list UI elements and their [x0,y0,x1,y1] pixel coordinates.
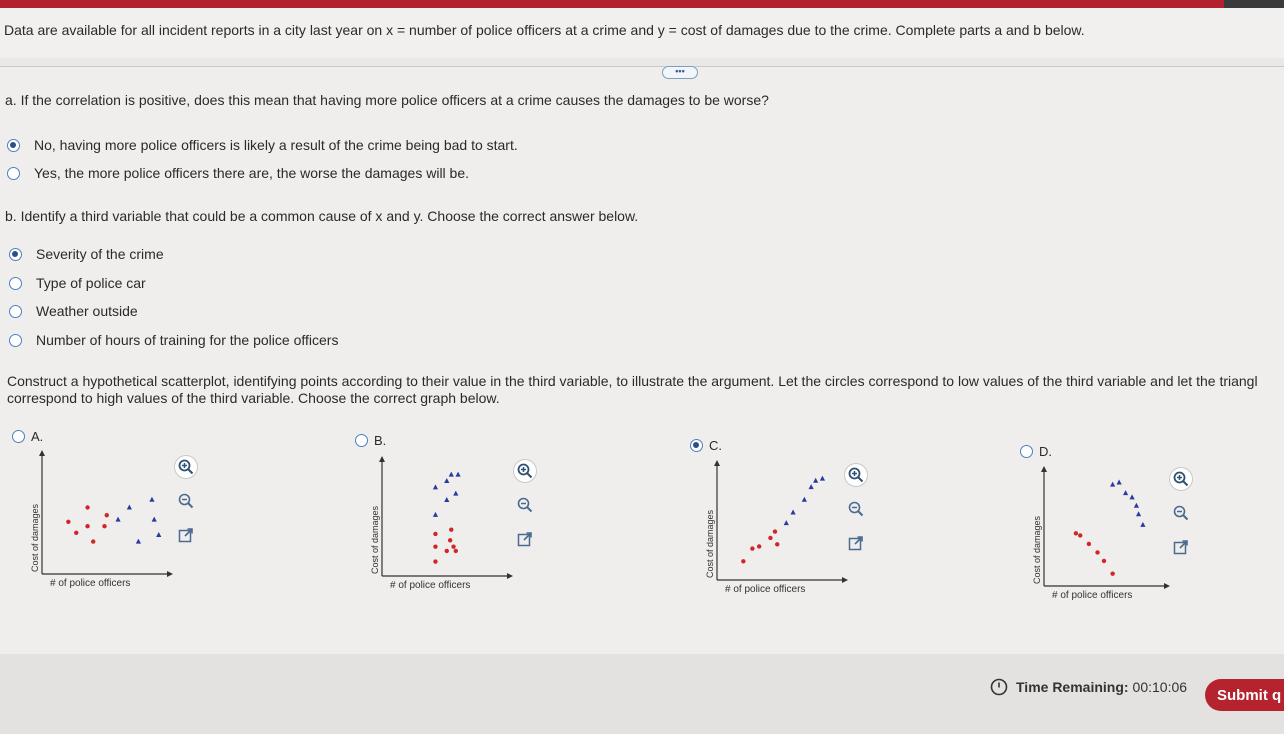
circle-point [741,559,745,563]
circle-point [85,505,89,509]
circle-point [433,544,437,548]
part-a-option-2[interactable] [7,165,469,181]
y-axis-arrow [714,460,720,466]
zoom-in-icon[interactable] [514,460,536,482]
triangle-point [1110,482,1115,487]
zoom-in-icon[interactable] [845,464,867,486]
triangle-point [149,497,154,502]
question-header [0,8,1284,58]
circle-point [1102,559,1106,563]
radio-button-selected[interactable] [7,139,20,152]
y-axis-arrow [1041,466,1047,472]
triangle-point [809,484,814,489]
circle-point [1087,542,1091,546]
part-b-option-3[interactable] [9,303,138,319]
graph-c-tools [845,464,873,566]
triangle-point [802,497,807,502]
triangle-point [444,478,449,483]
x-axis-label: # of police officers [390,580,471,591]
open-new-window-icon[interactable] [175,524,197,546]
x-axis-arrow [507,573,513,579]
open-new-window-icon[interactable] [845,532,867,554]
y-axis-arrow [379,456,385,462]
triangle-point [1117,479,1122,484]
triangle-point [156,532,161,537]
choice-label: D. [1039,444,1052,459]
zoom-out-icon[interactable] [514,494,536,516]
scatterplot-a [28,450,173,590]
y-axis-label: Cost of damages [30,503,40,572]
choice-label: A. [31,429,44,444]
part-a-question: a. If the correlation is positive, does this mean that having more police officers at a crime causes the damages to be worse? [5,92,769,108]
part-a-option-1[interactable] [7,137,518,153]
triangle-point [433,484,438,489]
y-axis-label: Cost of damages [705,509,715,578]
circle-point [454,549,458,553]
radio-button[interactable] [9,305,22,318]
triangle-point [1134,503,1139,508]
radio-button[interactable] [355,434,368,447]
scatterplot-c [703,460,848,596]
graph-choice-d[interactable] [1020,444,1052,459]
circle-point [449,528,453,532]
triangle-point [820,476,825,481]
circle-point [1095,550,1099,554]
option-label: Yes, the more police officers there are, the worse the damages will be. [34,165,470,181]
zoom-in-icon[interactable] [175,456,197,478]
top-bar-corner [1224,0,1284,8]
graph-a-tools [175,456,203,558]
triangle-point [444,497,449,502]
y-axis-label: Cost of damages [1032,515,1042,584]
choice-label: B. [374,433,387,448]
triangle-point [433,512,438,517]
circle-point [66,520,70,524]
graph-choice-b[interactable] [355,433,386,448]
x-axis-arrow [167,571,173,577]
triangle-point [127,505,132,510]
construct-line-2: correspond to high values of the third variable. Choose the correct graph below. [7,390,500,406]
circle-point [433,559,437,563]
time-remaining-value: 00:10:06 [1132,679,1188,695]
zoom-out-icon[interactable] [175,490,197,512]
radio-button[interactable] [1020,445,1033,458]
time-remaining [990,678,1187,696]
zoom-out-icon[interactable] [1170,502,1192,524]
construct-instructions [7,373,1284,407]
circle-point [74,531,78,535]
triangle-point [813,478,818,483]
radio-button-selected[interactable] [9,248,22,261]
option-label: Number of hours of training for the police officers [36,332,339,348]
circle-point [775,542,779,546]
circle-point [757,544,761,548]
part-b-option-4[interactable] [9,332,338,348]
graph-d-tools [1170,468,1198,570]
circle-point [750,546,754,550]
x-axis-label: # of police officers [1052,590,1133,601]
circle-point [91,539,95,543]
circle-point [768,536,772,540]
zoom-out-icon[interactable] [845,498,867,520]
open-new-window-icon[interactable] [1170,536,1192,558]
top-brand-bar [0,0,1284,8]
circle-point [85,524,89,528]
triangle-point [1129,494,1134,499]
triangle-point [453,491,458,496]
circle-point [1110,571,1114,575]
triangle-point [136,539,141,544]
option-label: Severity of the crime [36,246,164,262]
circle-point [1074,531,1078,535]
triangle-point [455,472,460,477]
circle-point [102,524,106,528]
x-axis-arrow [842,577,848,583]
option-label: No, having more police officers is likely a result of the crime being bad to start. [34,137,518,153]
circle-point [433,532,437,536]
triangle-point [790,510,795,515]
y-axis-label: Cost of damages [370,505,380,574]
circle-point [1078,533,1082,537]
triangle-point [152,517,157,522]
circle-point [451,544,455,548]
x-axis-arrow [1164,583,1170,589]
radio-button[interactable] [12,430,25,443]
choice-label: C. [709,438,722,453]
circle-point [448,538,452,542]
radio-button[interactable] [9,334,22,347]
graph-choice-a[interactable] [12,429,43,444]
clock-icon [990,678,1008,696]
triangle-point [1140,522,1145,527]
part-b-option-2[interactable] [9,275,146,291]
triangle-point [115,517,120,522]
triangle-point [1136,511,1141,516]
part-b-option-1[interactable] [9,246,164,262]
more-options-button[interactable]: ••• [662,66,698,79]
time-remaining-label: Time Remaining: [1016,679,1129,695]
zoom-in-icon[interactable] [1170,468,1192,490]
option-label: Weather outside [36,303,138,319]
construct-line-1: Construct a hypothetical scatterplot, identifying points according to their value in the third variable, to illustrate the argument. Let the circles correspond to low values of the third variable and let the triangl [7,373,1258,389]
graph-choice-c[interactable] [690,438,722,453]
radio-button[interactable] [7,167,20,180]
x-axis-label: # of police officers [50,578,131,589]
scatterplot-d [1030,466,1170,602]
scatterplot-b [368,456,513,592]
submit-button[interactable]: Submit q [1205,679,1284,711]
circle-point [773,529,777,533]
radio-button[interactable] [9,277,22,290]
circle-point [445,549,449,553]
option-label: Type of police car [36,275,146,291]
circle-point [105,513,109,517]
triangle-point [1123,490,1128,495]
triangle-point [449,472,454,477]
radio-button-selected[interactable] [690,439,703,452]
y-axis-arrow [39,450,45,456]
part-b-question: b. Identify a third variable that could be a common cause of x and y. Choose the correct answer below. [5,208,639,224]
intro-text: Data are available for all incident reports in a city last year on x = number of police officers at a crime and y = cost of damages due to the crime. Complete parts a and b below. [4,22,1085,38]
open-new-window-icon[interactable] [514,528,536,550]
x-axis-label: # of police officers [725,584,806,595]
graph-b-tools [514,460,542,562]
triangle-point [784,520,789,525]
